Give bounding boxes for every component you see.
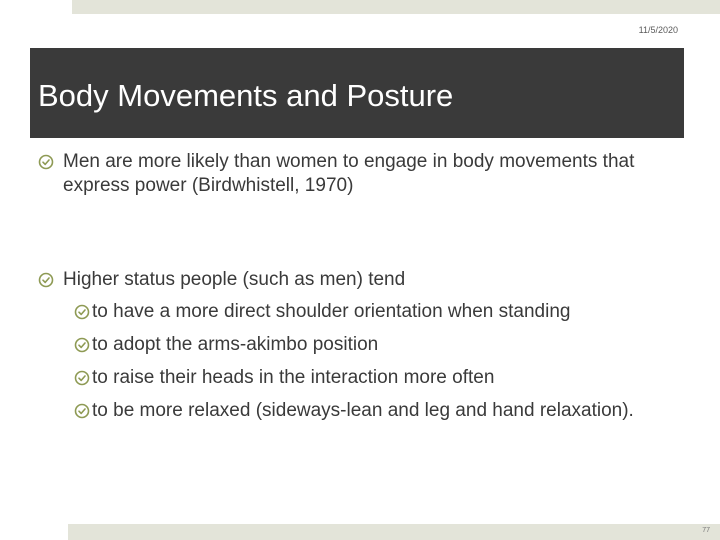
circle-check-icon — [38, 154, 54, 170]
bullet-text: Higher status people (such as men) tend — [63, 269, 406, 290]
sub-bullet-list — [74, 301, 720, 433]
sub-bullet-text: to be more relaxed (sideways-lean and leg and hand relaxation). — [92, 400, 634, 421]
sub-bullet-text: to raise their heads in the interaction more often — [92, 367, 495, 388]
sub-bullet-item — [74, 301, 720, 323]
bullet-item — [38, 150, 698, 198]
page-number: 77 — [702, 527, 710, 534]
circle-check-icon — [74, 370, 90, 386]
circle-check-icon — [38, 272, 54, 288]
sub-bullet-item — [74, 367, 720, 389]
top-accent-bar — [72, 0, 720, 14]
title-band — [30, 48, 684, 138]
slide-date: 11/5/2020 — [638, 25, 678, 35]
bullet-text: Men are more likely than women to engage in body movements that express power (Birdwhistell, 1970) — [63, 151, 635, 196]
sub-bullet-text: to have a more direct shoulder orientation when standing — [92, 301, 571, 322]
circle-check-icon — [74, 304, 90, 320]
bullet-item — [38, 268, 405, 292]
slide-title: Body Movements and Posture — [38, 78, 454, 113]
bottom-accent-bar — [68, 524, 720, 540]
sub-bullet-item — [74, 334, 720, 356]
sub-bullet-item — [74, 400, 720, 422]
circle-check-icon — [74, 403, 90, 419]
circle-check-icon — [74, 337, 90, 353]
sub-bullet-text: to adopt the arms-akimbo position — [92, 334, 379, 355]
